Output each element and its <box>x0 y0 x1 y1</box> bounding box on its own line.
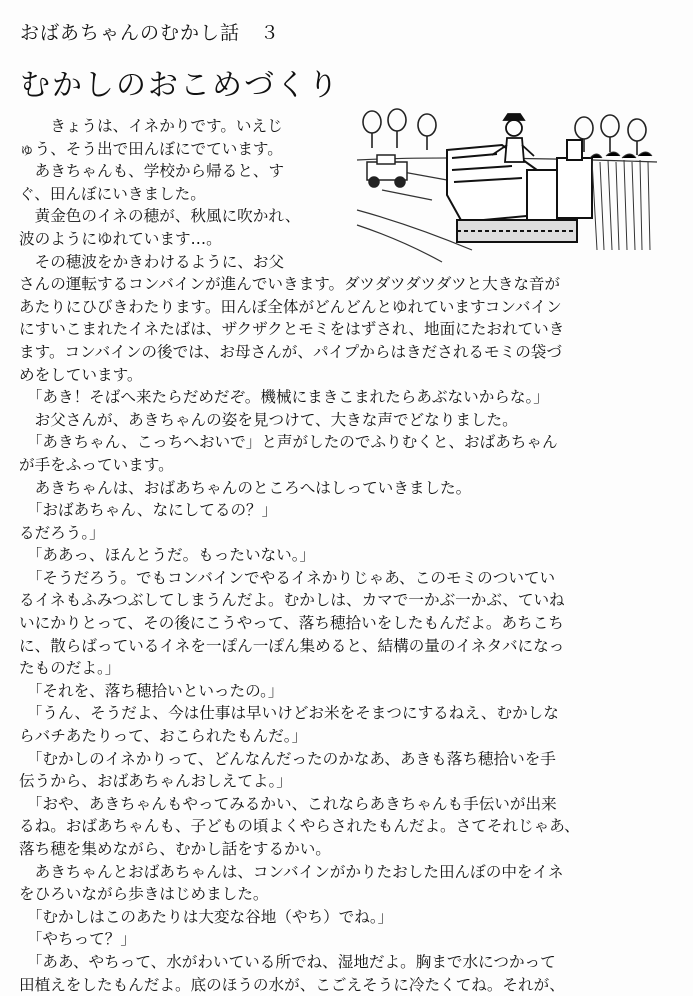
story-line: 「それを、落ち穂拾いといったの。」 <box>19 681 284 700</box>
story-line: 「むかしのイネかりって、どんなんだったのかなあ、あきも落ち穂拾いを手 <box>19 749 556 768</box>
story-line: に、散らばっているイネを一ぽん一ぽん集めると、結構の量のイネタバになっ <box>19 636 565 655</box>
story-line: にすいこまれたイネたばは、ザクザクとモミをはずされ、地面にたおれていき <box>19 320 565 339</box>
story-line: めをしています。 <box>19 365 143 384</box>
story-line: 「むかしはこのあたりは大変な谷地（やち）でね。」 <box>19 907 394 926</box>
story-line: をひろいながら歩きはじめました。 <box>19 885 269 904</box>
story-line: あきちゃんとおばあちゃんは、コンバインがかりたおした田んぼの中をイネ <box>19 862 564 881</box>
story-line: ぐ、田んぼにいきました。 <box>19 184 206 203</box>
story-line: お父さんが、あきちゃんの姿を見つけて、大きな声でどなりました。 <box>19 410 518 429</box>
story-line: いにかりとって、その後にこうやって、落ち穂拾いをしたもんだよ。あちこち <box>19 614 564 633</box>
story-line: 伝うから、おばあちゃんおしえてよ。」 <box>19 772 292 791</box>
story-line: 「ああ、やちって、水がわいている所でね、湿地だよ。胸まで水につかって <box>19 952 556 971</box>
story-line: 「うん、そうだよ、今は仕事は早いけどお米をそまつにするねえ、むかしな <box>19 704 559 723</box>
story-line: 「おや、あきちゃんもやってみるかい、これならあきちゃんも手伝いが出来 <box>19 794 557 813</box>
story-line: きょうは、イネかりです。いえじ <box>19 117 283 135</box>
story-line: るね。おばあちゃんも、子どもの頃よくやらされたもんだよ。さてそれじゃあ、 <box>19 817 580 836</box>
story-line: 田植えをしたもんだよ。底のほうの水が、こごえそうに冷たくてね。それが、 <box>19 975 565 994</box>
story-line: あたりにひびきわたります。田んぼ全体がどんどんとゆれていますコンバイン <box>19 297 562 316</box>
story-line: 「やちって？」 <box>19 930 136 949</box>
story-line: ます。コンバインの後では、お母さんが、パイプからはきだされるモミの袋づ <box>19 342 562 361</box>
story-line: 波のようにゆれています…。 <box>19 229 222 248</box>
story-line: 「あき！そばへ来たらだめだぞ。機械にまきこまれたらあぶないからな。」 <box>19 388 549 407</box>
story-line: あきちゃんは、おばあちゃんのところへはしっていきました。 <box>19 478 472 497</box>
story-line: 「あきちゃん、こっちへおいで」と声がしたのでふりむくと、おばあちゃん <box>19 433 558 452</box>
story-line: あきちゃんも、学校から帰ると、す <box>19 162 285 181</box>
story-line: ゅう、そう出で田んぼにでています。 <box>19 139 283 158</box>
story-line: らバチあたりって、おこられたもんだ。」 <box>19 727 308 746</box>
story-line: 「そうだろう。でもコンバインでやるイネかりじゃあ、このモミのついてい <box>19 568 556 587</box>
page-title: むかしのおこめづくり <box>20 68 340 103</box>
story-body <box>19 115 671 996</box>
story-line: るイネもふみつぶしてしまうんだよ。むかしは、カマで一かぶ一かぶ、ていね <box>19 591 565 610</box>
story-line: その穂波をかきわけるように、お父 <box>19 252 285 271</box>
story-line: 「ああっ、ほんとうだ。もったいない。」 <box>19 546 316 565</box>
story-line: るだろう。」 <box>19 523 105 542</box>
series-title: おばあちゃんのむかし話 ３ <box>20 22 281 44</box>
story-line: 「おばあちゃん、なにしてるの？」 <box>19 501 278 520</box>
story-line: さんの運転するコンバインが進んでいきます。ダツダツダツダツと大きな音が <box>19 275 561 294</box>
story-line: が手をふっています。 <box>19 455 174 474</box>
story-line: 黄金色のイネの穂が、秋風に吹かれ、 <box>19 207 301 226</box>
story-line: たものだよ。」 <box>19 659 121 678</box>
story-line: 落ち穂を集めながら、むかし話をするかい。 <box>19 840 331 858</box>
